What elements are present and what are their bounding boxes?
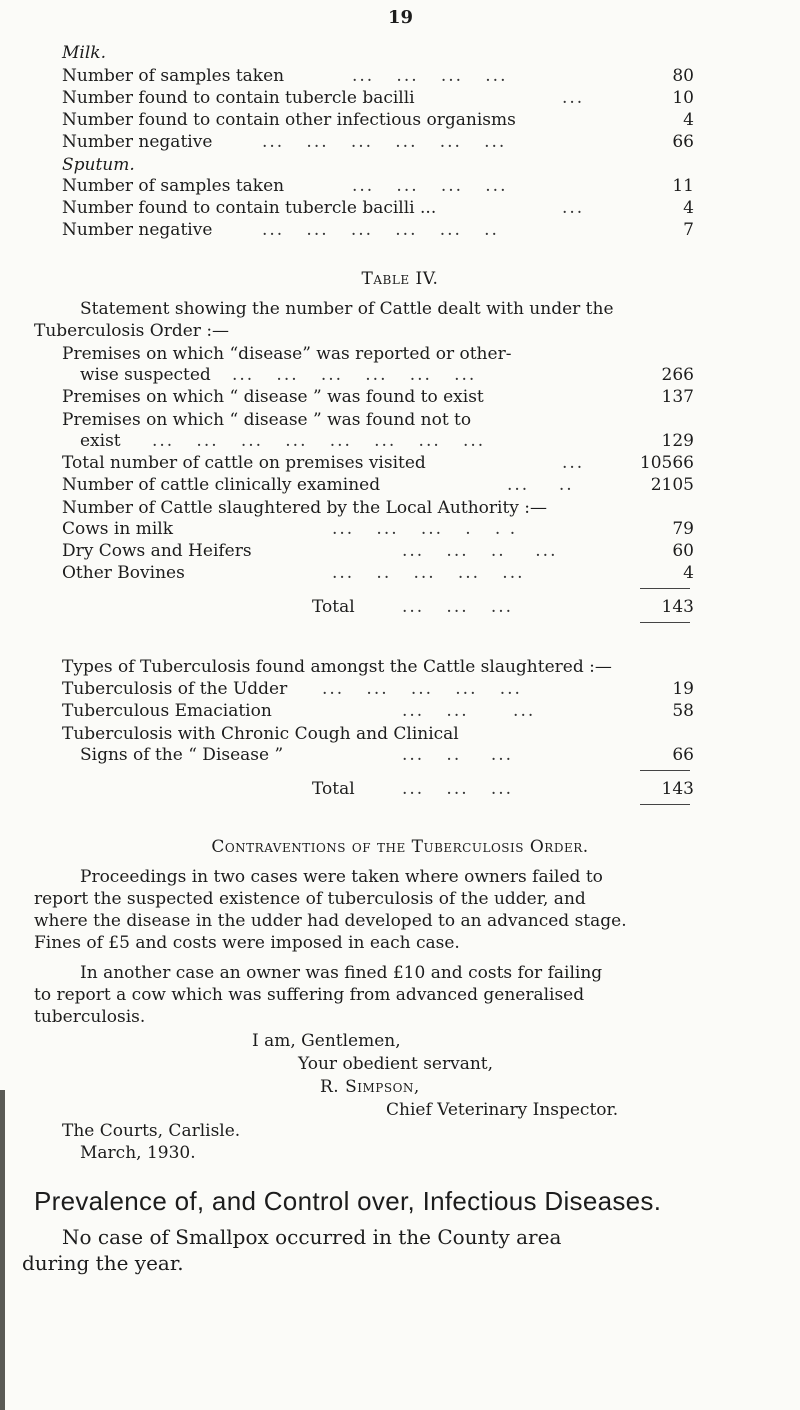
row-value: 266 (661, 365, 694, 385)
sputum-row (62, 176, 694, 198)
row-label: Number found to contain tubercle bacilli (62, 88, 415, 108)
premises-notfound-label: Premises on which “ disease ” was found not to (62, 410, 472, 430)
paragraph-line: report the suspected existence of tuberculosis of the udder, and (34, 889, 586, 909)
milk-row (62, 132, 694, 154)
row-label: Tuberculosis of the Udder (62, 679, 288, 699)
row-label: Tuberculous Emaciation (62, 701, 272, 721)
leader-dots: ... ... ... ... (352, 66, 508, 86)
leader-dots: ... ... ... . . . (332, 519, 518, 539)
contraventions-heading: Contraventions of the Tuberculosis Order. (211, 837, 589, 857)
leader-dots: ... ... ... ... ... ... (262, 132, 507, 152)
row-label: Number of samples taken (62, 66, 285, 86)
row-value: 7 (683, 220, 694, 240)
sum-rule (640, 622, 690, 623)
row-value: 10566 (639, 453, 694, 473)
row-value: 79 (672, 519, 694, 539)
row-value: 4 (683, 563, 694, 583)
slaughtered-row (62, 563, 694, 585)
row-value: 143 (661, 597, 694, 617)
signature-date: March, 1930. (80, 1143, 196, 1163)
leader-dots: ... .. ... (402, 745, 514, 765)
row-label: Number negative (62, 132, 213, 152)
row-value: 58 (672, 701, 694, 721)
leader-dots: ... ... ... ... ... ... (232, 365, 477, 385)
row-label: Number of samples taken (62, 176, 285, 196)
row-label: Number negative (62, 220, 213, 240)
types-total-row (62, 779, 694, 801)
types-row (62, 679, 694, 701)
premises-reported-label: Premises on which “disease” was reported or other- (62, 344, 512, 364)
leader-dots: ... .. ... ... ... (332, 563, 525, 583)
page-edge-shadow (0, 1090, 5, 1410)
signature-place: The Courts, Carlisle. (62, 1121, 241, 1141)
sum-rule (640, 588, 690, 589)
paragraph-line: In another case an owner was fined £10 and costs for failing (80, 963, 603, 983)
leader-dots: ... ... ... ... ... ... ... ... (152, 431, 486, 451)
milk-row (62, 88, 694, 110)
leader-dots: ... (562, 198, 585, 218)
signature-salutation: I am, Gentlemen, (252, 1031, 401, 1051)
row-label: wise suspected (80, 365, 211, 385)
sum-rule (640, 770, 690, 771)
row-value: 11 (672, 176, 694, 196)
signature-title: Chief Veterinary Inspector. (386, 1100, 619, 1120)
sum-rule (640, 804, 690, 805)
row-label: Cows in milk (62, 519, 174, 539)
paragraph-line: Proceedings in two cases were taken where owners failed to (80, 867, 603, 887)
prevalence-text: during the year. (22, 1251, 184, 1275)
leader-dots: ... ... ... ... ... (322, 679, 522, 699)
types-intro: Types of Tuberculosis found amongst the Cattle slaughtered :— (62, 657, 612, 677)
slaughtered-heading: Number of Cattle slaughtered by the Local Authority :— (62, 498, 548, 518)
leader-dots: ... ... ... ... (352, 176, 508, 196)
row-value: 66 (672, 132, 694, 152)
slaughtered-row (62, 541, 694, 563)
row-label: Premises on which “ disease ” was found to exist (62, 387, 484, 407)
row-value: 4 (683, 198, 694, 218)
slaughtered-row (62, 519, 694, 541)
premises-reported-row (62, 365, 694, 387)
page-number: 19 (388, 7, 414, 28)
milk-row (62, 66, 694, 88)
row-label: Dry Cows and Heifers (62, 541, 252, 561)
chronic-label: Tuberculosis with Chronic Cough and Clinical (62, 724, 459, 744)
row-label: Number of cattle clinically examined (62, 475, 381, 495)
milk-heading: Milk. (62, 43, 106, 63)
leader-dots: ... ... ... ... ... .. (262, 220, 499, 240)
sputum-row (62, 220, 694, 242)
row-value: 80 (672, 66, 694, 86)
leader-dots: ... ... ... (402, 779, 514, 799)
row-label: Number found to contain tubercle bacilli ... (62, 198, 437, 218)
row-label: Number found to contain other infectious organisms (62, 110, 516, 130)
signature-closing: Your obedient servant, (298, 1054, 494, 1074)
row-value: 137 (661, 387, 694, 407)
types-row (62, 701, 694, 723)
leader-dots: ... (562, 88, 585, 108)
table-intro: Tuberculosis Order :— (34, 321, 230, 341)
leader-dots: ... ... .. ... (402, 541, 558, 561)
row-value: 2105 (650, 475, 694, 495)
leader-dots: ... ... ... (402, 597, 514, 617)
premises-notfound-row (62, 431, 694, 453)
sputum-heading: Sputum. (62, 155, 135, 175)
row-label: Signs of the “ Disease ” (80, 745, 284, 765)
row-value: 129 (661, 431, 694, 451)
sputum-row (62, 198, 694, 220)
paragraph-line: to report a cow which was suffering from advanced generalised (34, 985, 585, 1005)
row-value: 19 (672, 679, 694, 699)
row-label: Total (312, 779, 355, 799)
paragraph-line: tuberculosis. (34, 1007, 146, 1027)
milk-row (62, 110, 694, 132)
total-cattle-row (62, 453, 694, 475)
row-value: 60 (672, 541, 694, 561)
types-row (62, 745, 694, 767)
row-label: exist (80, 431, 121, 451)
row-value: 66 (672, 745, 694, 765)
slaughtered-total-row (62, 597, 694, 619)
leader-dots: ... (562, 453, 585, 473)
leader-dots: ... .. (507, 475, 574, 495)
row-label: Other Bovines (62, 563, 185, 583)
table-intro: Statement showing the number of Cattle dealt with under the (80, 299, 614, 319)
premises-found-row (62, 387, 694, 409)
table-title: Table IV. (361, 269, 439, 289)
row-label: Total number of cattle on premises visited (62, 453, 426, 473)
paragraph-line: Fines of £5 and costs were imposed in each case. (34, 933, 460, 953)
row-label: Total (312, 597, 355, 617)
row-value: 10 (672, 88, 694, 108)
prevalence-heading: Prevalence of, and Control over, Infectious Diseases. (34, 1186, 662, 1216)
signature-name: R. Simpson, (320, 1077, 420, 1097)
row-value: 4 (683, 110, 694, 130)
paragraph-line: where the disease in the udder had developed to an advanced stage. (34, 911, 627, 931)
prevalence-text: No case of Smallpox occurred in the County area (62, 1225, 562, 1249)
clinically-examined-row (62, 475, 694, 497)
leader-dots: ... ... ... (402, 701, 536, 721)
row-value: 143 (661, 779, 694, 799)
